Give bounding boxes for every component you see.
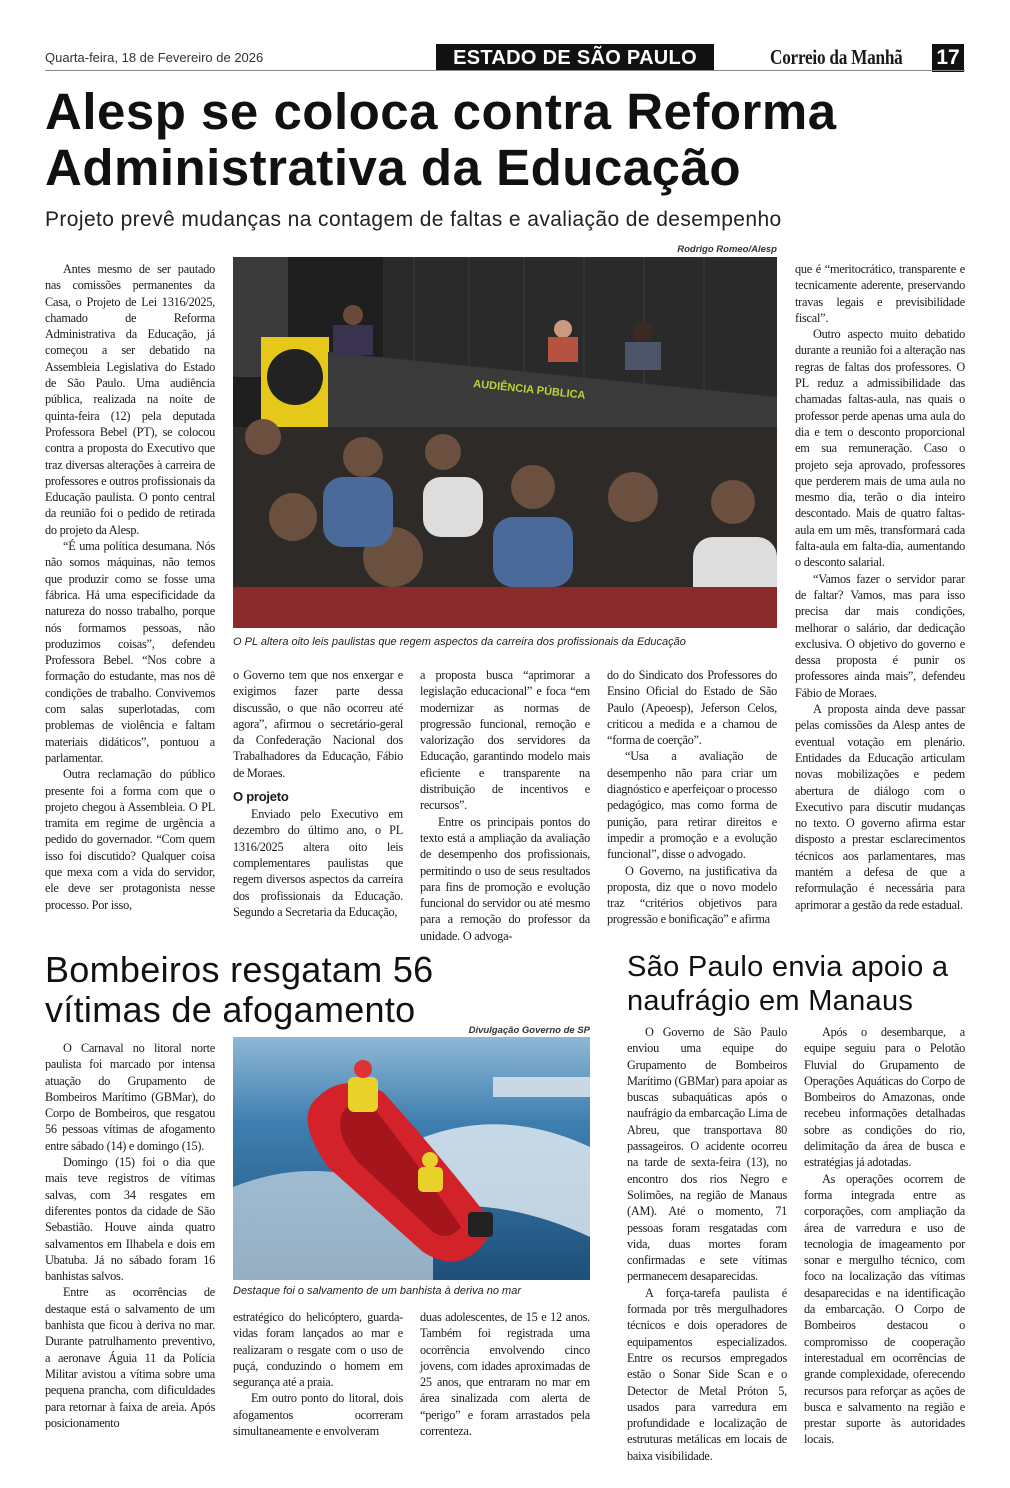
article-column-2	[233, 667, 403, 929]
subhead: O projeto	[233, 789, 289, 805]
article-column-4	[607, 667, 777, 929]
page-number: 17	[932, 44, 964, 72]
paragraph: Domingo (15) foi o dia que mais teve registros de vítimas salvas, com 34 resgates em diferentes pontos da cidade de São Sebastião. Houve ainda quatro salvamentos em Ilhabela e dois em Ubatuba. Já no sábado foram 16 banhistas salvos.	[45, 1155, 215, 1284]
article-column-3	[420, 1309, 590, 1450]
paragraph: As operações ocorrem de forma integrada entre as corporações, com ampliação da área de varredura e uso de tecnologia de imageamento por sonar e mergulho técnico, com foco na localização das vítimas desaparecidas e na identificação da embarcação. O Corpo de Bombeiros destacou o compromisso de cooperação interestadual em ocorrências de grande complexidade, oferecendo recursos para reforçar as ações de busca e salvamento na região e prestar suporte às autoridades locais.	[804, 1171, 965, 1447]
article-headline: Alesp se coloca contra Reforma Administrativa da Educação	[45, 83, 837, 196]
paragraph: “Usa a avaliação de desempenho não para criar um diagnóstico e aperfeiçoar o processo pedagógico, mas como forma de punição, para retirar direitos e impedir a promoção e a evolução funcional”, disse o advogado.	[607, 749, 777, 862]
article-column-1	[627, 1024, 787, 1463]
paragraph: “Vamos fazer o servidor parar de faltar? Vamos, mas para isso precisa dar mais condições, melhorar o salário, dar dedicação exclusiva. O objetivo do governo e dessa proposta é punir os professores ainda mais”, defendeu Fábio de Moraes.	[795, 571, 965, 700]
paragraph: O Governo, na justificativa da proposta, diz que o novo modelo traz “critérios objetivos para progressão e bonificação” e afirma	[607, 863, 777, 927]
paragraph: Em outro ponto do litoral, dois afogamentos ocorreram simultaneamente e envolveram	[233, 1391, 403, 1439]
paragraph: Após o desembarque, a equipe seguiu para o Pelotão Fluvial do Grupamento de Operações Aquáticas do Corpo de Bombeiros do Amazonas, onde recebeu informações detalhadas sobre as condições do rio, delimitação da área de busca e estratégias já adotadas.	[804, 1025, 965, 1170]
photo-credit: Divulgação Governo de SP	[468, 1025, 590, 1036]
article-photo-public-hearing	[233, 257, 777, 628]
article-column-1	[45, 261, 215, 929]
article-column-5	[795, 261, 965, 929]
photo-caption: Destaque foi o salvamento de um banhista à deriva no mar	[233, 1285, 521, 1297]
article-subtitle: Projeto prevê mudanças na contagem de faltas e avaliação de desempenho	[45, 208, 782, 231]
paragraph: duas adolescentes, de 15 e 12 anos. Também foi registrada uma ocorrência envolvendo cinco jovens, com idades aproximadas de 25 anos, que entraram no mar em área sinalizada com alerta de “perigo” e foram arrastados pela correnteza.	[420, 1310, 590, 1439]
paragraph: O Governo de São Paulo enviou uma equipe do Grupamento de Bombeiros Marítimo (GBMar) para apoiar as buscas subaquáticas após o naufrágio da embarcação Lima de Abreu, que transportava 80 passageiros. O acidente ocorreu na tarde de sexta-feira (13), no encontro dos rios Negro e Solimões, na região de Manaus (AM). Até o momento, 71 pessoas foram resgatadas com vida, duas mortes foram confirmadas e sete vítimas permanecem desaparecidas.	[627, 1025, 787, 1284]
article-headline: Bombeiros resgatam 56 vítimas de afogamento	[45, 949, 434, 1030]
paragraph: o Governo tem que nos enxergar e exigimos fazer parte dessa discussão, o que não ocorreu até agora”, afirmou o secretário-geral da Confederação Nacional dos Trabalhadores da Educação, Fábio de Moraes.	[233, 668, 403, 780]
photo-credit: Rodrigo Romeo/Alesp	[677, 244, 777, 255]
paragraph: Entre os principais pontos do texto está a ampliação da avaliação de desempenho dos profissionais, permitindo o uso de seus resultados para fins de promoção e evolução funcional do servidor ou até mesmo para a remoção do professor da unidade. O advoga-	[420, 814, 590, 943]
paragraph: que é “meritocrático, transparente e tecnicamente aderente, preservando travas legais e previsibilidade fiscal”.	[795, 262, 965, 325]
paragraph: Enviado pelo Executivo em dezembro do último ano, o PL 1316/2025 altera oito leis complementares paulistas que regem diversos aspectos da carreira dos profissionais da Educação. Segundo a Secretaria da Educação,	[233, 807, 403, 919]
newspaper-logo: Correio da Manhã	[770, 45, 903, 69]
article-photo-rescue-boat	[233, 1037, 590, 1280]
paragraph: a proposta busca “aprimorar a legislação educacional” e foca “em modernizar as normas de progressão funcional, remoção e valorização dos servidores da Educação, garantindo modelo mais eficiente e transparente na distribuição de incentivos e recursos”.	[420, 668, 590, 813]
edition-date: Quarta-feira, 18 de Fevereiro de 2026	[45, 50, 264, 65]
paragraph: O Carnaval no litoral norte paulista foi marcado por intensa atuação do Grupamento de Bombeiros Marítimo (GBMar), do Corpo de Bombeiros, que resgatou 56 pessoas vítimas de afogamento entre sábado (14) e domingo (15).	[45, 1041, 215, 1153]
paragraph: A força-tarefa paulista é formada por três mergulhadores técnicos e dois operadores de equipamentos especializados. Entre os recursos empregados estão o Sonar Side Scan e o Detector de Metal Próton 5, usados para varredura em profundidade e localização de estruturas metálicas em locais de baixa visibilidade.	[627, 1285, 787, 1463]
paragraph: Antes mesmo de ser pautado nas comissões permanentes da Casa, o Projeto de Lei 1316/2025, chamado de Reforma Administrativa da Educação, já começou a ser debatido na Assembleia Legislativa do Estado de São Paulo. Uma audiência pública, realizada na noite de quinta-feira (12) pela deputada Professora Bebel (PT), se colocou contra a proposta do Executivo que traz diversas alterações à carreira de professores e outros profissionais da Educação paulista. O ponto central da reunião foi o pedido de retirada do projeto da Alesp.	[45, 262, 215, 537]
article-column-2	[804, 1024, 965, 1450]
paragraph: estratégico do helicóptero, guarda-vidas foram lançados ao mar e realizaram o resgate com o uso de puçá, conduzindo o homem em segurança até a praia.	[233, 1310, 403, 1390]
header-divider	[45, 70, 965, 71]
article-column-1	[45, 1040, 215, 1450]
article-column-3	[420, 667, 590, 943]
paragraph: “É uma política desumana. Nós não somos máquinas, não temos que produzir como se fosse uma fábrica. Há uma especificidade da natureza do nosso trabalho, porque nós formamos pessoas, não produzimos coisas”, defendeu Professora Bebel. “Nos cobre a formação do estudante, mas nos dê condições de trabalho. Convivemos com salas superlotadas, com problemas de violência e faltam materiais didáticos”, pontuou a parlamentar.	[45, 539, 215, 765]
paragraph: A proposta ainda deve passar pelas comissões da Alesp antes de eventual votação em plenário. Entidades da Educação articulam novas mobilizações e pedem abertura de diálogo com o Executivo para discutir mudanças no texto. O governo afirma estar disposto a prestar esclarecimentos técnicos aos parlamentares, mas mantém a defesa de que a reformulação é necessária para aprimorar a gestão da rede estadual.	[795, 702, 965, 912]
paragraph: Outro aspecto muito debatido durante a reunião foi a alteração nas regras de faltas dos professores. O PL reduz a admissibilidade das chamadas faltas-aula, nas quais o professor perde apenas uma aula do dia e tem o desconto proporcional em sua remuneração. Caso o projeto seja aprovado, professores que perderem mais de uma aula no mesmo dia, terão o dia inteiro descontado. Mais de quatro faltas-aula em um mês, transformará cada falta-aula em falta-dia, aumentando o desconto salarial.	[795, 327, 965, 570]
article-column-2	[233, 1309, 403, 1450]
paragraph: Outra reclamação do público presente foi a forma com que o projeto chegou à Assembleia. O PL tramita em regime de urgência a pedido do governador. “Com quem isso foi discutido? Qualquer coisa que mexa com a vida do servidor, ele deve ser protagonista nesse processo. Por isso,	[45, 767, 215, 912]
svg-text:AUDIÊNCIA PÚBLICA: AUDIÊNCIA PÚBLICA	[472, 378, 586, 402]
section-label: ESTADO DE SÃO PAULO	[436, 44, 714, 71]
paragraph: Entre as ocorrências de destaque está o salvamento de um banhista que ficou à deriva no mar. Durante patrulhamento preventivo, a aeronave Águia 11 da Polícia Militar avistou a vítima sobre uma pequena prancha, com dificuldades para retornar à faixa de areia. Após posicionamento	[45, 1285, 215, 1430]
photo-caption: O PL altera oito leis paulistas que regem aspectos da carreira dos profissionais da Educação	[233, 636, 686, 648]
article-headline: São Paulo envia apoio a naufrágio em Manaus	[627, 951, 949, 1017]
paragraph: do do Sindicato dos Professores do Ensino Oficial do Estado de São Paulo (Apeoesp), Jeferson Celos, criticou a medida e a chamou de “forma de coerção”.	[607, 668, 777, 748]
